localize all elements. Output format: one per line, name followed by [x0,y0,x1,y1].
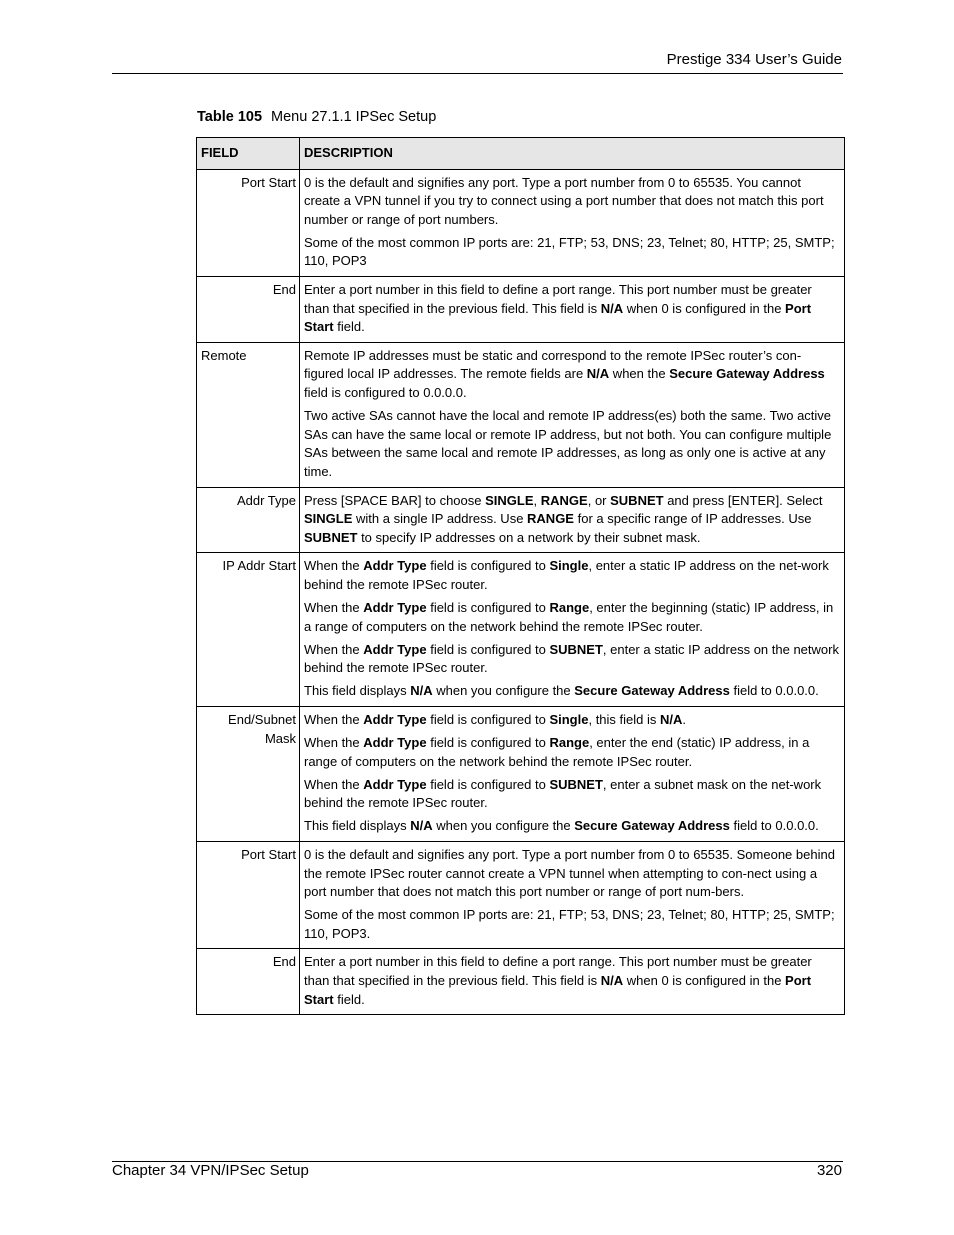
text-run: When the [304,558,364,574]
text-run: for a specific range of IP addresses. Use [573,511,812,527]
table-row [197,487,845,553]
description-paragraph [304,776,840,813]
text-run: when 0 is configured in the [623,973,786,989]
text-run: , enter a static IP address on the net-work behind the remote IPSec router. [304,558,829,592]
field-name-cell: Remote [197,342,300,487]
table-row [197,949,845,1015]
text-run: to specify IP addresses on a network by their subnet mask. [357,529,701,545]
text-run: 0 is the default and signifies any port. Type a port number from 0 to 65535. Someone behind the remote IPSec router cannot create a VPN tunnel when attempting to con-nect using a port number that does not match this port number or range of port num-bers. [304,847,835,900]
description-paragraph [304,557,840,594]
text-run: field is configured to [426,641,550,657]
text-run: When the [304,776,364,792]
bold-term: Addr Type [363,558,427,574]
bold-term: Addr Type [363,776,427,792]
description-cell [300,949,845,1015]
bold-term: Range [549,735,590,751]
text-run: when the [609,366,670,382]
bold-term: N/A [410,818,433,834]
text-run: , or [587,492,611,508]
ipsec-setup-table [196,137,845,1015]
column-header-description: DESCRIPTION [300,138,845,170]
text-run: This field displays [304,818,411,834]
field-name-cell: Addr Type [197,487,300,553]
bold-term: RANGE [527,511,574,527]
text-run: , [533,492,541,508]
table-caption [197,108,436,126]
text-run: field is configured to [426,711,550,727]
running-header-title: Prestige 334 User’s Guide [666,51,842,68]
text-run: field to 0.0.0.0. [729,683,819,699]
text-run: field is configured to [426,735,550,751]
field-name-cell: End/Subnet Mask [197,706,300,841]
bold-term: Secure Gateway Address [669,366,825,382]
bold-term: SINGLE [304,511,353,527]
description-cell [300,842,845,949]
bold-term: Secure Gateway Address [574,683,730,699]
field-name-cell: Port Start [197,169,300,276]
table-row [197,342,845,487]
description-paragraph [304,846,840,902]
description-paragraph [304,347,840,403]
header-divider [112,73,843,74]
text-run: , enter a subnet mask on the net-work behind the remote IPSec router. [304,776,822,811]
description-cell [300,169,845,276]
description-paragraph [304,734,840,771]
text-run: with a single IP address. Use [352,511,528,527]
text-run: and press [ENTER]. Select [663,492,823,508]
text-run: field is configured to 0.0.0.0. [304,385,467,401]
bold-term: Addr Type [363,641,427,657]
table-row [197,842,845,949]
text-run: , enter the beginning (static) IP address, in a range of computers on the network behind the remote IPSec router. [304,599,834,634]
bold-term: Secure Gateway Address [574,818,730,834]
description-paragraph [304,641,840,678]
bold-term: Single [549,711,589,727]
text-run: field is configured to [426,776,550,792]
text-run: field is configured to [426,558,550,574]
field-name-cell: IP Addr Start [197,553,300,707]
bold-term: Single [549,558,589,574]
text-run: Enter a port number in this field to define a port range. This port number must be greater than that specified in the previous field. This field is [304,954,812,989]
text-run: field is configured to [426,599,550,615]
description-cell [300,277,845,343]
description-paragraph [304,682,840,701]
text-run: This field displays [304,683,411,699]
text-run: When the [304,599,364,615]
description-paragraph [304,407,840,481]
description-cell [300,706,845,841]
field-name-cell: End [197,277,300,343]
bold-term: SUBNET [304,529,358,545]
text-run: when 0 is configured in the [623,300,786,316]
table-row [197,706,845,841]
description-paragraph [304,174,840,230]
bold-term: Addr Type [363,599,427,615]
page-number: 320 [816,1162,842,1179]
table-body [197,169,845,1015]
text-run: Press [SPACE BAR] to choose [304,492,486,508]
text-run: field. [333,319,365,335]
table-row [197,553,845,707]
bold-term: RANGE [540,492,588,508]
description-paragraph [304,906,840,943]
bold-term: SUBNET [549,641,603,657]
bold-term: N/A [600,300,624,316]
bold-term: SUBNET [610,492,664,508]
text-run: , this field is [588,711,660,727]
text-run: when you configure the [432,683,575,699]
bold-term: SINGLE [485,492,534,508]
table-title: Menu 27.1.1 IPSec Setup [271,109,437,125]
text-run: Two active SAs cannot have the local and remote IP address(es) both the same. Two active SAs can have the same local or remote IP address, but not both. You can configure multiple SAs between the same local and remote IP addresses, as long as only one is active at any time. [304,408,832,479]
text-run: . [682,711,687,727]
description-paragraph [304,711,840,730]
bold-term: SUBNET [549,776,603,792]
description-cell [300,487,845,553]
text-run: Remote IP addresses must be static and correspond to the remote IPSec router’s con-figured local IP addresses. The remote fields are [304,347,802,382]
description-paragraph [304,953,840,1009]
bold-term: Addr Type [363,735,427,751]
description-paragraph [304,817,840,836]
description-paragraph [304,234,840,271]
description-paragraph [304,281,840,337]
text-run: , enter a static IP address on the network behind the remote IPSec router. [304,641,839,676]
text-run: field. [333,991,365,1007]
table-header-row [197,138,845,170]
text-run: When the [304,641,364,657]
text-run: Enter a port number in this field to define a port range. This port number must be greater than that specified in the previous field. This field is [304,282,812,316]
bold-term: N/A [600,973,624,989]
bold-term: Port Start [304,300,812,335]
description-cell [300,553,845,707]
text-run: field to 0.0.0.0. [729,818,819,834]
text-run: when you configure the [432,818,575,834]
column-header-field: FIELD [197,138,300,170]
bold-term: N/A [586,366,610,382]
field-name-cell: End [197,949,300,1015]
bold-term: Addr Type [363,711,427,727]
bold-term: N/A [410,683,433,699]
field-name-cell: Port Start [197,842,300,949]
bold-term: Range [549,599,590,615]
text-run: Some of the most common IP ports are: 21, FTP; 53, DNS; 23, Telnet; 80, HTTP; 25, SMTP; 110, POP3. [304,907,835,941]
table-number: Table 105 [197,109,263,125]
text-run: When the [304,735,364,751]
text-run: Some of the most common IP ports are: 21, FTP; 53, DNS; 23, Telnet; 80, HTTP; 25, SMTP; 110, POP3 [304,234,835,269]
text-run: 0 is the default and signifies any port. Type a port number from 0 to 65535. You cannot create a VPN tunnel if you try to connect using a port number that does not match this port number or range of port numbers. [304,174,824,227]
bold-term: Port Start [304,973,812,1007]
table-row [197,169,845,276]
description-paragraph [304,599,840,636]
bold-term: N/A [660,711,683,727]
footer-chapter: Chapter 34 VPN/IPSec Setup [112,1162,309,1179]
description-paragraph [304,492,840,548]
description-cell [300,342,845,487]
text-run: When the [304,711,364,727]
table-row [197,277,845,343]
text-run: , enter the end (static) IP address, in a range of computers on the network behind the remote IPSec router. [304,735,810,769]
